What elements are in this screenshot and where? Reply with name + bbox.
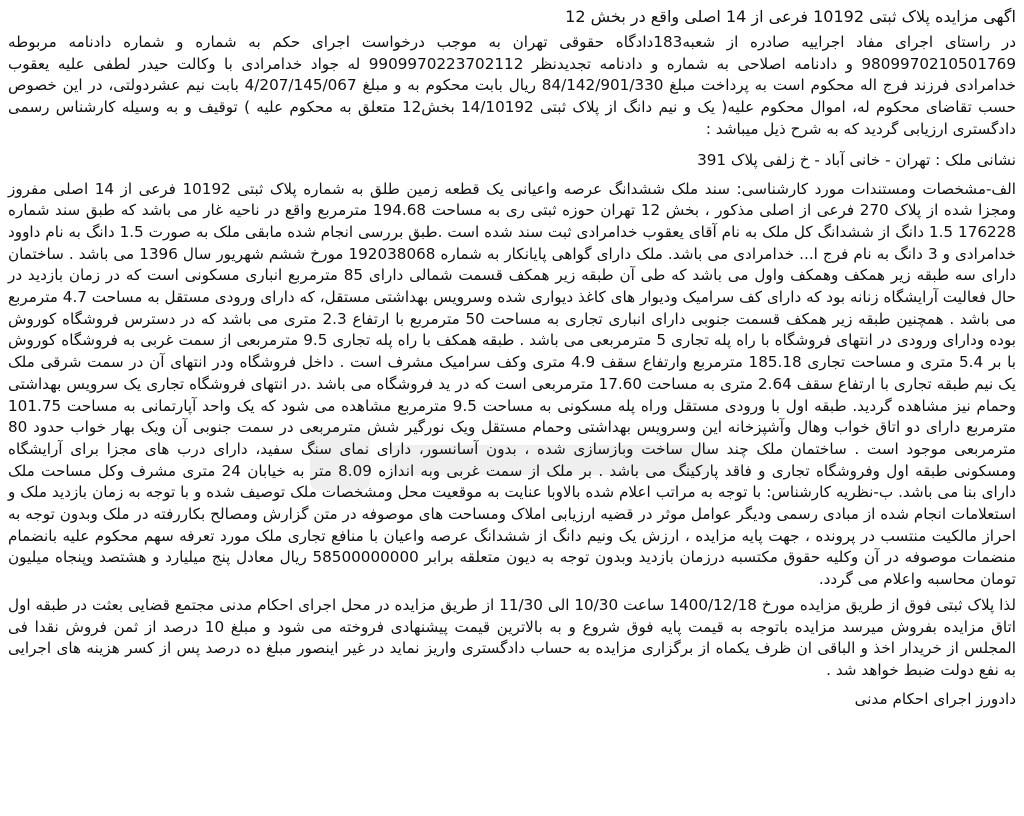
property-address: نشانی ملک : تهران - خانی آباد - خ زلفی پلاک 391 <box>697 150 1016 169</box>
paragraph-expert-report: الف-مشخصات ومستندات مورد کارشناسی: سند ملک ششدانگ عرصه واعیانی یک قطعه زمین طلق به شماره پلاک ثبتی 10192 فرعی از 14 اصلی مفروز ومجزا شده از پلاک 270 فرعی از اصلی مذکور ، بخش 12 تهران حوزه ثبتی ری به مساحت 194.68 مترمربع واقع در ناحیه غار می باشد که طبق سند شماره 176228 1.5 دانگ از ششدانگ کل ملک به نام آقای یعقوب خدامرادی ثبت سند شده است .طبق بررسی انجام شده مابقی ملک به صورت 1.5 دانگ به نام داوود خدامرادی و 3 دانگ به نام فرج ا... خدامرادی می باشد. ملک دارای گواهی پایانکار به شماره 192038068 مورخ ششم شهریور سال 1396 می باشد . ساختمان دارای سه طبقه زیر همکف وهمکف واول می باشد که طی آن طبقه زیر همکف قسمت شمالی دارای 85 مترمربع انباری مسکونی است که در زمان بازدید در حال فعالیت آرایشگاه زنانه بود که دارای کف سرامیک ودیوار های کاغذ دیواری شده وسرویس بهداشتی مستقل، که دارای ورودی مستقل به مساحت 4.7 مترمربع می باشد . همچنین طبقه زیر همکف قسمت جنوبی دارای انباری تجاری به مساحت 50 مترمربع با ارتفاع 2.3 متری می باشد که در دسترس فروشگاه کوروش بوده ودارای ورودی در انتهای فروشگاه با راه پله تجاری 5 مترمربعی می باشد . طبقه همکف با راه پله تجاری 9.5 مترمربعی از سمت غربی به فروشگاه کوروش با بر 5.4 متری و مساحت تجاری 185.18 مترمربع وارتفاع سقف 4.9 متری وکف سرامیک مشرف است . داخل فروشگاه ودر انتهای آن در سمت شرقی ملک یک نیم طبقه تجاری با ارتفاع سقف 2.64 متری به مساحت 17.60 مترمربعی است که در ید فروشگاه می باشد .در انتهای فروشگاه تجاری یک سرویس بهداشتی وحمام نیز مشاهده گردید. طبقه اول با ورودی مستقل وراه پله مسکونی به مساحت 9.5 مترمربع مشاهده می شود که یک واحد آپارتمانی به مساحت 101.75 مترمربع دارای دو اتاق خواب وهال وآشپزخانه این وسرویس بهداشتی وحمام مستقل ویک نورگیر شش مترمربعی در سمت جنوبی آن ویک بهار خواب حدود 80 مترمربعی موجود است . ساختمان ملک چند سال ساخت وبازسازی شده ، بدون آسانسور، دارای نمای سنگ سفید، دارای درب های مجزا برای آرایشگاه ومسکونی طبقه اول وفروشگاه تجاری و فاقد پارکینگ می باشد . بر ملک از سمت غربی وبه اندازه 8.09 متر به خیابان 24 متری مشرف وکل مساحت ملک دارای بنا می باشد. ب-نظریه کارشناس: با توجه به مراتب اعلام شده بالاوبا عنایت به موقعیت محل ومشخصات ملک توصیف شده و با توجه به زمان بازدید ملک و استعلامات انجام شده از مبادی رسمی ودیگر عوامل موثر در قضیه ارزیابی املاک ومساحت های موصوفه در متن گزارش ومصالح بکاررفته در ملک وبدون توجه به احراز مالکیت منتسب در پرونده ، جهت پایه مزایده ، ارزش یک ونیم دانگ از ششدانگ عرصه واعیان با منافع تجاری ملک مورد تعرفه سهم محکوم علیه بانضمام منضمات موصوفه در آن وکلیه حقوق مکتسبه درزمان بازدید وبدون توجه به دیون متعلقه برابر 58500000000 ریال معادل پنج میلیارد و هشتصد وپنجاه میلیون تومان محاسبه واعلام می گردد. <box>8 179 1017 589</box>
paragraph-auction-terms: لذا پلاک ثبتی فوق از طریق مزایده مورخ 1400/12/18 ساعت 10/30 الی 11/30 از طریق مزایده در محل اجرای احکام مدنی مجتمع قضایی بعثت در طبقه اول اتاق مزایده بفروش میرسد مزایده باتوجه به قیمت پایه فوق شروع و به بالاترین قیمت پیشنهادی فروخته می شود و مبلغ 10 درصد از ثمن فروش نقدا فی المجلس از خریدار اخذ و الباقی ان ظرف یکماه از برگزاری مزایده به حساب دادگستری واریز نماید در غیر اینصور مبلغ ده درصد پس از کسر هزینه های اجرایی به نفع دولت ضبط خواهد شد . <box>8 595 1016 679</box>
signature: دادورز اجرای احکام مدنی <box>854 689 1016 708</box>
paragraph-execution-details: در راستای اجرای مفاد اجراییه صادره از شعبه183دادگاه حقوقی تهران به موجب درخواست اجرای حکم به شماره و شماره دادنامه مربوطه 9809970210501769 و دادنامه اصلاحی به شماره و دادنامه تجدیدنظر 9909970223702112 له جواد خدامرادی با وکالت حیدر لطفی علیه یعقوب خدامرادی فرزند فرج اله محکوم است به پرداخت مبلغ 84/142/901/330 ریال بابت محکوم به و مبلغ 4/207/145/067 بابت نیم عشردولتی، در این خصوص حسب تقاضای محکوم له، اموال محکوم علیه( یک و نیم دانگ از پلاک ثبتی 14/10192 بخش12 متعلق به محکوم علیه ) توقیف و به وسیله کارشناس رسمی دادگستری ارزیابی گردید که به شرح ذیل میباشد : <box>8 33 1017 138</box>
notice-title: اگهی مزایده پلاک ثبتی 10192 فرعی از 14 اصلی واقع در بخش 12 <box>565 7 1016 26</box>
auction-notice <box>8 6 1016 810</box>
